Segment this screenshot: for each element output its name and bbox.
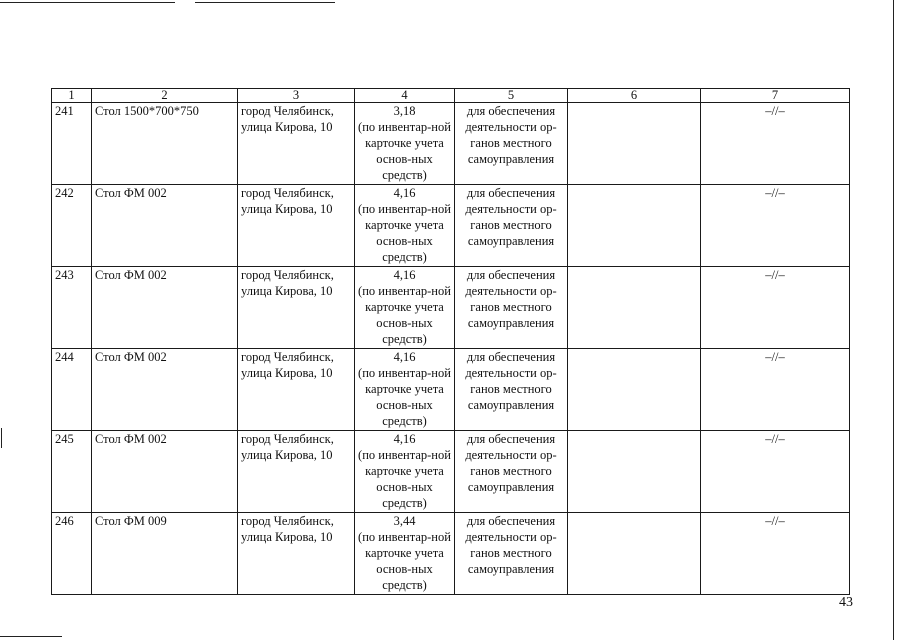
item-col7: –//– xyxy=(701,349,850,431)
item-address: город Челябинск, улица Кирова, 10 xyxy=(238,349,355,431)
page-number: 43 xyxy=(839,595,853,610)
table-row xyxy=(52,267,850,349)
value-note: (по инвентар-ной карточке учета основ-ных средств) xyxy=(358,530,451,592)
item-value xyxy=(355,185,455,267)
item-col7: –//– xyxy=(701,267,850,349)
value-amount: 3,18 xyxy=(393,104,416,118)
row-number: 243 xyxy=(52,267,92,349)
item-col6 xyxy=(568,267,701,349)
item-col6 xyxy=(568,103,701,185)
value-note: (по инвентар-ной карточке учета основ-ных средств) xyxy=(358,202,451,264)
item-purpose: для обеспечения деятельности ор-ганов местного самоуправления xyxy=(455,103,568,185)
row-number: 244 xyxy=(52,349,92,431)
item-name: Стол ФМ 002 xyxy=(92,267,238,349)
item-col7: –//– xyxy=(701,185,850,267)
item-col7: –//– xyxy=(701,103,850,185)
column-header: 4 xyxy=(355,89,455,103)
value-amount: 3,44 xyxy=(393,514,416,528)
item-col6 xyxy=(568,431,701,513)
item-value xyxy=(355,267,455,349)
item-purpose: для обеспечения деятельности ор-ганов местного самоуправления xyxy=(455,267,568,349)
table-row xyxy=(52,349,850,431)
item-value xyxy=(355,349,455,431)
item-name: Стол ФМ 002 xyxy=(92,185,238,267)
table-row xyxy=(52,185,850,267)
value-note: (по инвентар-ной карточке учета основ-ных средств) xyxy=(358,120,451,182)
item-address: город Челябинск, улица Кирова, 10 xyxy=(238,103,355,185)
item-col6 xyxy=(568,513,701,595)
scan-edge-left-mark xyxy=(1,428,2,448)
column-header: 7 xyxy=(701,89,850,103)
item-col7: –//– xyxy=(701,431,850,513)
item-address: город Челябинск, улица Кирова, 10 xyxy=(238,267,355,349)
column-header: 1 xyxy=(52,89,92,103)
scan-edge-top-right xyxy=(195,2,335,3)
value-amount: 4,16 xyxy=(393,350,416,364)
table-row xyxy=(52,103,850,185)
header-row xyxy=(52,89,850,103)
value-amount: 4,16 xyxy=(393,268,416,282)
item-name: Стол ФМ 009 xyxy=(92,513,238,595)
item-name: Стол ФМ 002 xyxy=(92,349,238,431)
item-name: Стол 1500*700*750 xyxy=(92,103,238,185)
row-number: 245 xyxy=(52,431,92,513)
row-number: 246 xyxy=(52,513,92,595)
item-address: город Челябинск, улица Кирова, 10 xyxy=(238,185,355,267)
column-header: 3 xyxy=(238,89,355,103)
value-note: (по инвентар-ной карточке учета основ-ных средств) xyxy=(358,284,451,346)
column-header: 2 xyxy=(92,89,238,103)
row-number: 242 xyxy=(52,185,92,267)
item-value xyxy=(355,103,455,185)
item-purpose: для обеспечения деятельности ор-ганов местного самоуправления xyxy=(455,185,568,267)
table-row xyxy=(52,431,850,513)
value-note: (по инвентар-ной карточке учета основ-ных средств) xyxy=(358,366,451,428)
item-name: Стол ФМ 002 xyxy=(92,431,238,513)
scan-edge-bottom-left xyxy=(0,636,62,637)
inventory-table xyxy=(51,88,850,595)
item-col6 xyxy=(568,185,701,267)
value-amount: 4,16 xyxy=(393,432,416,446)
scan-edge-top xyxy=(0,2,175,3)
item-value xyxy=(355,431,455,513)
table-row xyxy=(52,513,850,595)
scan-edge-right xyxy=(893,0,894,640)
item-value xyxy=(355,513,455,595)
item-purpose: для обеспечения деятельности ор-ганов местного самоуправления xyxy=(455,513,568,595)
value-amount: 4,16 xyxy=(393,186,416,200)
item-purpose: для обеспечения деятельности ор-ганов местного самоуправления xyxy=(455,349,568,431)
item-address: город Челябинск, улица Кирова, 10 xyxy=(238,431,355,513)
item-purpose: для обеспечения деятельности ор-ганов местного самоуправления xyxy=(455,431,568,513)
item-col7: –//– xyxy=(701,513,850,595)
row-number: 241 xyxy=(52,103,92,185)
item-address: город Челябинск, улица Кирова, 10 xyxy=(238,513,355,595)
column-header: 6 xyxy=(568,89,701,103)
column-header: 5 xyxy=(455,89,568,103)
table-body xyxy=(52,103,850,595)
item-col6 xyxy=(568,349,701,431)
value-note: (по инвентар-ной карточке учета основ-ных средств) xyxy=(358,448,451,510)
